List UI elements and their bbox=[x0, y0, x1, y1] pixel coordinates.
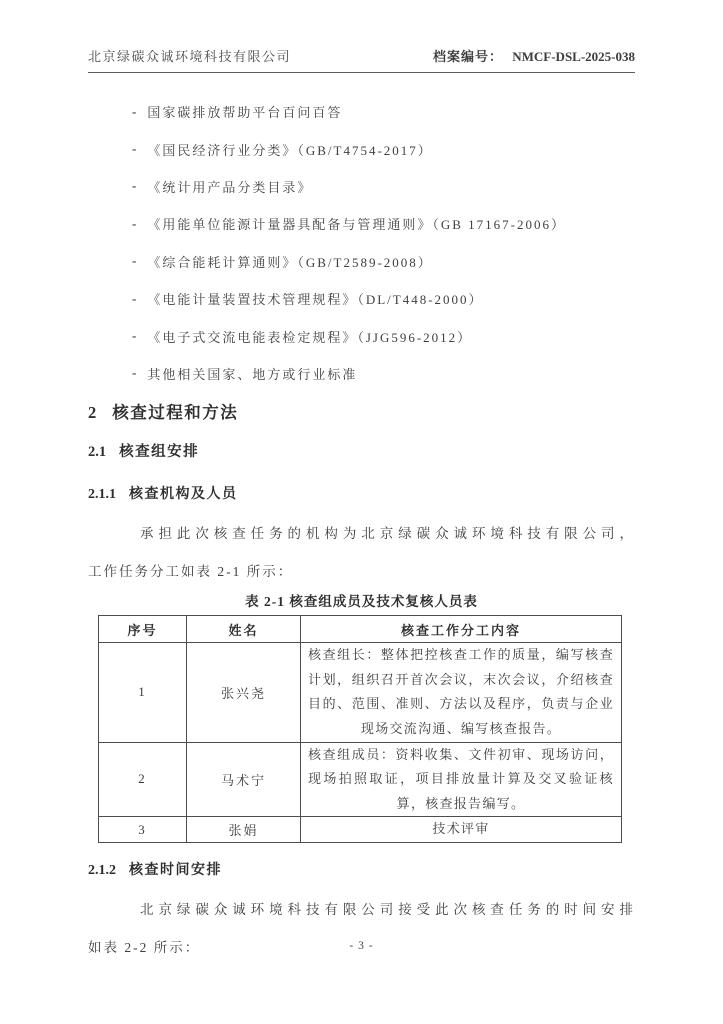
section-title: 核查时间安排 bbox=[129, 863, 222, 879]
section-heading-2-1-2 bbox=[88, 859, 635, 879]
section-title: 核查机构及人员 bbox=[129, 487, 238, 503]
list-item bbox=[88, 205, 635, 242]
file-number-block bbox=[433, 46, 635, 65]
name-cell: 张兴尧 bbox=[187, 643, 301, 742]
name-cell: 马术宁 bbox=[187, 742, 301, 817]
list-item-text: 《综合能耗计算通则》（GB/T2589-2008） bbox=[147, 254, 433, 270]
section-number: 2.1 bbox=[88, 444, 107, 461]
section-heading-2 bbox=[88, 399, 635, 423]
reference-list bbox=[88, 93, 635, 392]
list-item bbox=[88, 93, 635, 130]
list-item-text: 《用能单位能源计量器具配备与管理通则》（GB 17167-2006） bbox=[147, 217, 566, 233]
list-bullet: - bbox=[132, 253, 137, 269]
table-caption: 表 2-1 核查组成员及技术复核人员表 bbox=[245, 594, 478, 610]
list-bullet: - bbox=[132, 290, 137, 306]
paragraph-2 bbox=[88, 891, 635, 967]
table-row bbox=[99, 817, 622, 843]
serial-cell: 1 bbox=[99, 643, 187, 742]
table-header-row bbox=[99, 616, 622, 643]
table-row bbox=[99, 643, 622, 742]
paragraph-line: 工作任务分工如表 2-1 所示： bbox=[88, 564, 294, 580]
list-bullet: - bbox=[132, 328, 137, 344]
page-number: - 3 - bbox=[349, 940, 374, 952]
list-item-text: 《电能计量装置技术管理规程》（DL/T448-2000） bbox=[147, 292, 484, 308]
paragraph-1 bbox=[88, 515, 635, 591]
serial-cell: 2 bbox=[99, 742, 187, 817]
serial-cell: 3 bbox=[99, 817, 187, 843]
staff-table bbox=[98, 615, 622, 843]
paragraph-line: 北京绿碳众诚环境科技有限公司接受此次核查任务的时间安排 bbox=[140, 902, 635, 918]
section-heading-2-1-1 bbox=[88, 483, 635, 503]
duty-cell: 核查组成员：资料收集、文件初审、现场访问，现场拍照取证，项目排放量计算及交叉验证核算，核查报告编写。 bbox=[301, 742, 622, 817]
list-item-text: 《统计用产品分类目录》 bbox=[147, 179, 313, 195]
list-item bbox=[88, 317, 635, 354]
list-item-text: 国家碳排放帮助平台百问百答 bbox=[147, 105, 343, 121]
list-item bbox=[88, 243, 635, 280]
section-heading-2-1 bbox=[88, 440, 635, 461]
table-header-cell: 核查工作分工内容 bbox=[301, 616, 622, 643]
company-name: 北京绿碳众诚环境科技有限公司 bbox=[88, 49, 292, 64]
list-item-text: 《国民经济行业分类》（GB/T4754-2017） bbox=[147, 142, 433, 158]
list-item bbox=[88, 355, 635, 392]
page-header bbox=[88, 46, 635, 73]
list-item-text: 其他相关国家、地方或行业标准 bbox=[147, 366, 358, 382]
paragraph-line: 如表 2-2 所示： bbox=[88, 940, 201, 956]
list-bullet: - bbox=[132, 178, 137, 194]
file-number-label: 档案编号： bbox=[432, 49, 503, 64]
table-row bbox=[99, 742, 622, 817]
section-number: 2.1.1 bbox=[88, 487, 116, 503]
list-item-text: 《电子式交流电能表检定规程》（JJG596-2012） bbox=[147, 329, 473, 345]
section-title: 核查过程和方法 bbox=[112, 403, 239, 423]
duty-cell: 技术评审 bbox=[301, 817, 622, 843]
file-number-value: NMCF-DSL-2025-038 bbox=[512, 49, 635, 64]
list-item bbox=[88, 280, 635, 317]
list-bullet: - bbox=[132, 215, 137, 231]
paragraph-line: 承担此次核查任务的机构为北京绿碳众诚环境科技有限公司， bbox=[140, 526, 635, 542]
section-title: 核查组安排 bbox=[119, 444, 200, 461]
list-bullet: - bbox=[132, 141, 137, 157]
duty-cell: 核查组长：整体把控核查工作的质量，编写核查计划，组织召开首次会议，末次会议，介绍核查目的、范围、准则、方法以及程序，负责与企业现场交流沟通、编写核查报告。 bbox=[301, 643, 622, 742]
section-number: 2.1.2 bbox=[88, 863, 116, 879]
list-bullet: - bbox=[132, 103, 137, 119]
table-header-cell: 序号 bbox=[99, 616, 187, 643]
list-item bbox=[88, 130, 635, 167]
section-number: 2 bbox=[88, 403, 97, 423]
list-item bbox=[88, 168, 635, 205]
table-header-cell: 姓名 bbox=[187, 616, 301, 643]
name-cell: 张娟 bbox=[187, 817, 301, 843]
list-bullet: - bbox=[132, 365, 137, 381]
